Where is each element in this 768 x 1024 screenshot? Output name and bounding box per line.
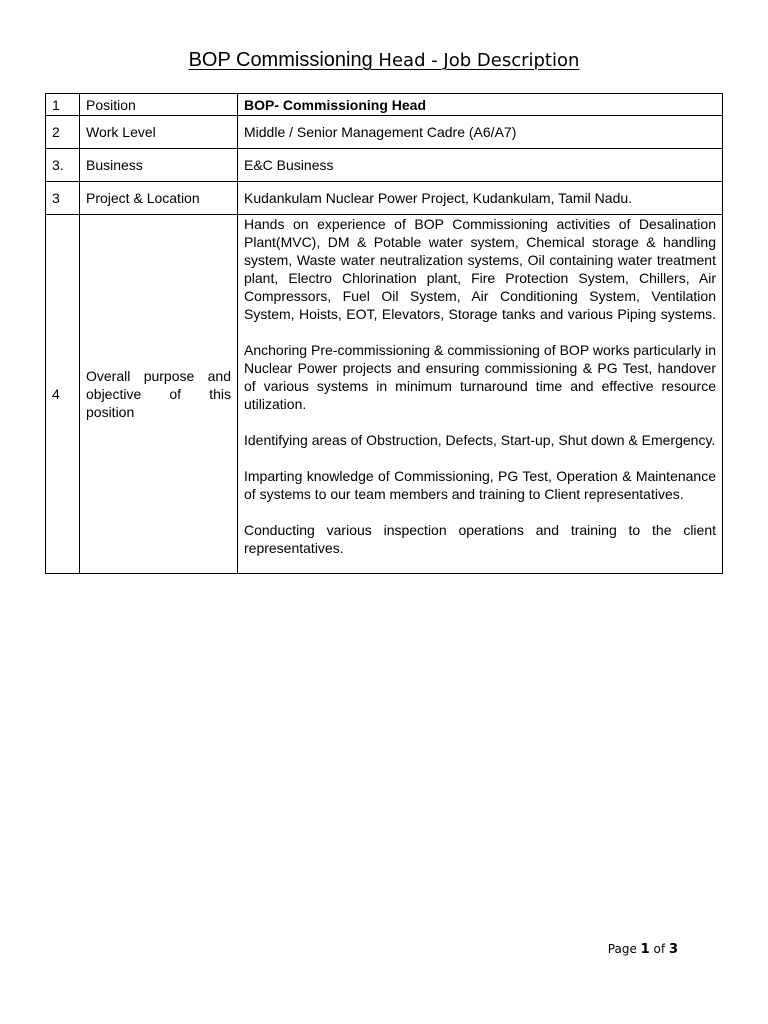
- row-value: E&C Business: [238, 149, 723, 182]
- table-row-position: [46, 94, 723, 116]
- purpose-paragraph: Anchoring Pre-commissioning & commissioning of BOP works particularly in Nuclear Power projects and ensuring commissioning & PG Test, handover of various systems in minimum turnaround time and effective resource utilization.: [244, 342, 716, 412]
- row-value: Middle / Senior Management Cadre (A6/A7): [238, 116, 723, 149]
- document-title-part2: Head - Job Description: [372, 50, 580, 71]
- document-title-part1: BOP Commissioning: [188, 49, 373, 71]
- total-pages-number: 3: [668, 942, 678, 957]
- row-label: Business: [80, 149, 238, 182]
- row-value: Kudankulam Nuclear Power Project, Kudankulam, Tamil Nadu.: [238, 182, 723, 215]
- table-row-project-location: [46, 182, 723, 215]
- row-number: 3: [46, 182, 80, 215]
- page-number-footer: [608, 942, 678, 957]
- table-row-business: [46, 149, 723, 182]
- job-description-table: [45, 93, 723, 574]
- row-number: 3.: [46, 149, 80, 182]
- purpose-paragraph: Hands on experience of BOP Commissioning activities of Desalination Plant(MVC), DM & Potable water system, Chemical storage & handling system, Waste water neutralization systems, Oil containing water treatment plant, Electro Chlorination plant, Fire Protection System, Chillers, Air Compressors, Fuel Oil System, Air Conditioning System, Ventilation System, Hoists, EOT, Elevators, Storage tanks and various Piping systems.: [244, 216, 716, 322]
- of-word: of: [653, 942, 666, 956]
- purpose-paragraph: Conducting various inspection operations and training to the client representatives.: [244, 522, 716, 556]
- row-label: Project & Location: [80, 182, 238, 215]
- row-label: Position: [80, 94, 238, 116]
- row-number: 4: [46, 215, 80, 574]
- row-value: BOP- Commissioning Head: [238, 94, 723, 116]
- row-number: 2: [46, 116, 80, 149]
- table-row-work-level: [46, 116, 723, 149]
- document-title: [0, 47, 768, 74]
- row-value-paragraphs: [238, 215, 723, 574]
- current-page-number: 1: [640, 942, 650, 957]
- row-number: 1: [46, 94, 80, 116]
- table-row-overall-purpose: [46, 215, 723, 574]
- row-label: Overall purpose and objective of this position: [80, 215, 238, 574]
- row-label: Work Level: [80, 116, 238, 149]
- page-word: Page: [607, 942, 637, 956]
- purpose-paragraph: Identifying areas of Obstruction, Defects, Start-up, Shut down & Emergency.: [244, 432, 716, 448]
- purpose-paragraph: Imparting knowledge of Commissioning, PG Test, Operation & Maintenance of systems to our team members and training to Client representatives.: [244, 468, 716, 502]
